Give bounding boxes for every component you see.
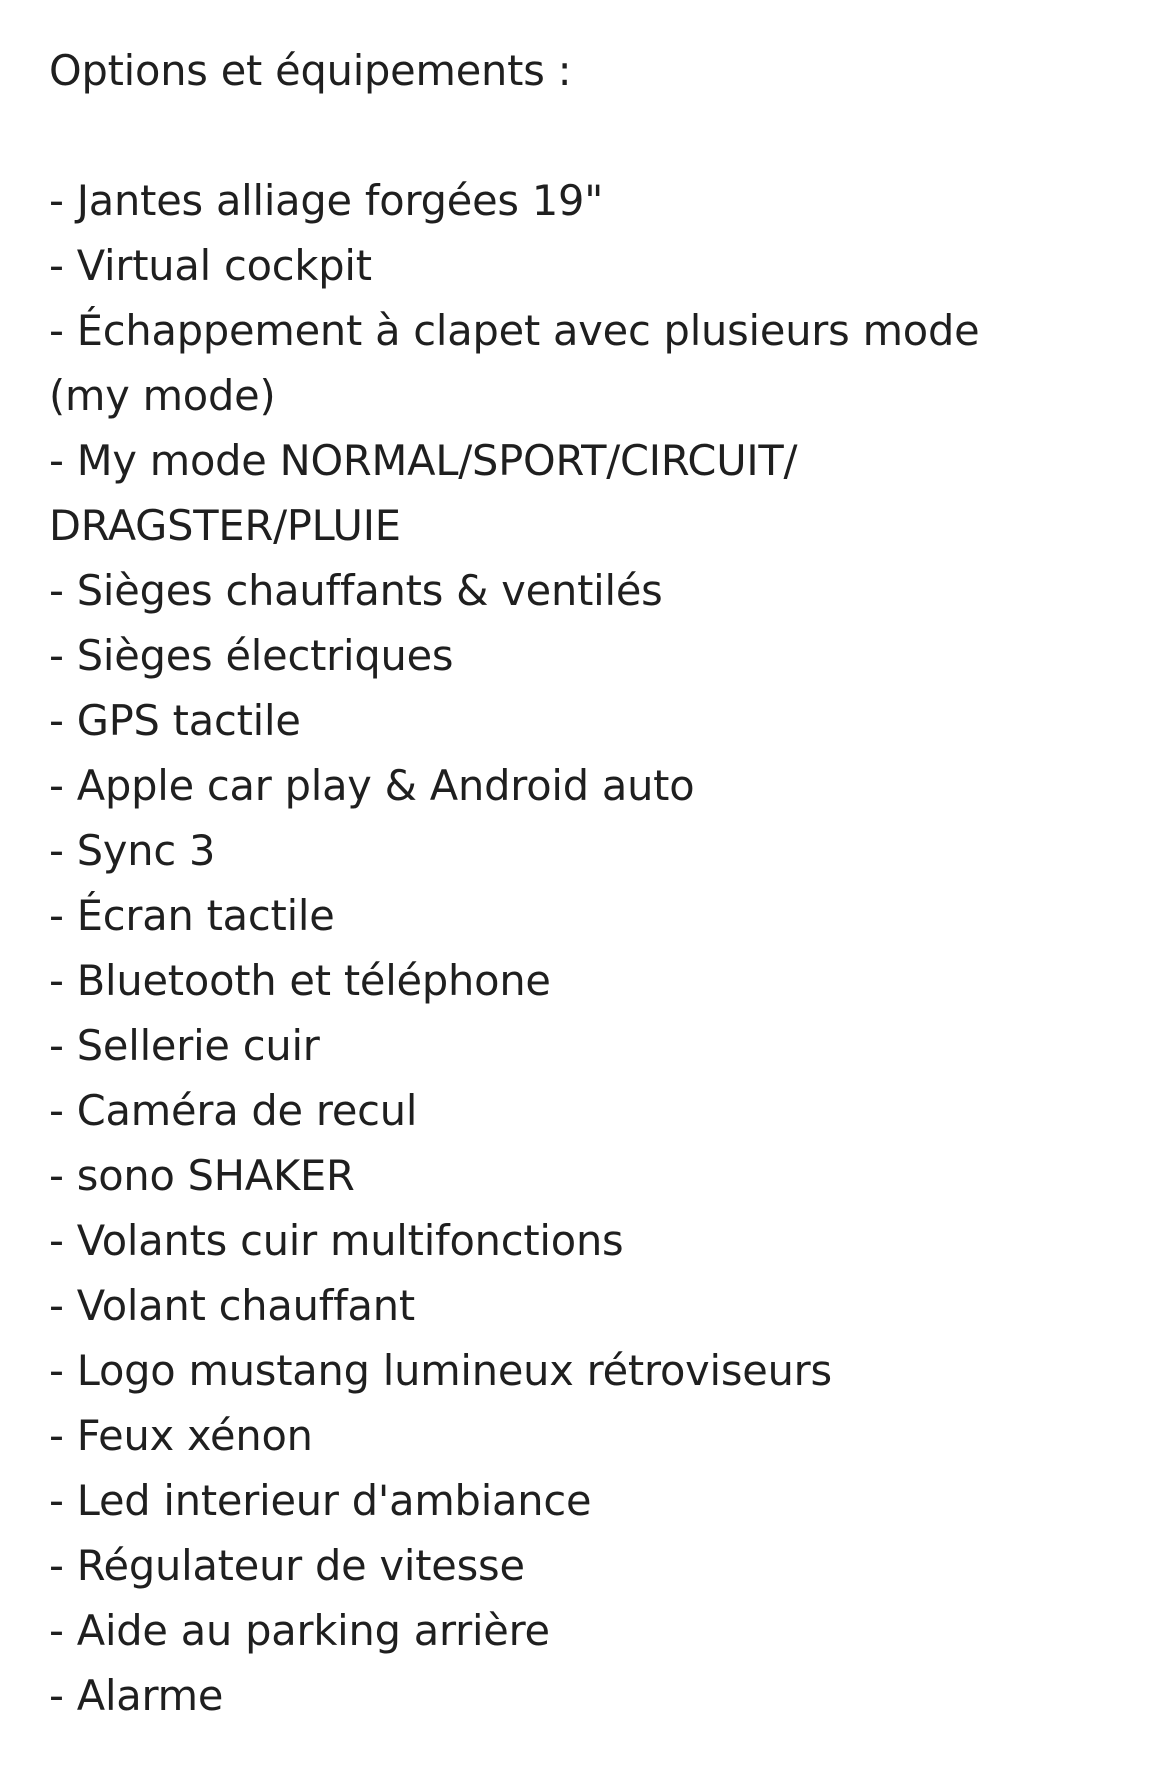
option-line: - Sync 3	[49, 826, 216, 875]
option-line-continuation: DRAGSTER/PLUIE	[49, 501, 401, 550]
option-line: - Volant chauffant	[49, 1281, 415, 1330]
option-line: - Échappement à clapet avec plusieurs mode	[49, 306, 980, 355]
option-line: - Écran tactile	[49, 891, 335, 940]
option-line: - Feux xénon	[49, 1411, 313, 1460]
option-line: - Sièges électriques	[49, 631, 454, 680]
option-line: - My mode NORMAL/SPORT/CIRCUIT/	[49, 436, 798, 485]
option-line: - Bluetooth et téléphone	[49, 956, 551, 1005]
options-text-block	[49, 38, 1129, 1728]
option-line: - Aide au parking arrière	[49, 1606, 550, 1655]
option-line: - Logo mustang lumineux rétroviseurs	[49, 1346, 832, 1395]
option-line: - Sellerie cuir	[49, 1021, 320, 1070]
option-line: - GPS tactile	[49, 696, 301, 745]
option-line: - Régulateur de vitesse	[49, 1541, 525, 1590]
option-line: - Sièges chauffants & ventilés	[49, 566, 663, 615]
option-line: - Volants cuir multifonctions	[49, 1216, 624, 1265]
option-line: - Caméra de recul	[49, 1086, 418, 1135]
option-line: - sono SHAKER	[49, 1151, 355, 1200]
option-line: - Virtual cockpit	[49, 241, 372, 290]
option-line: - Alarme	[49, 1671, 224, 1720]
option-line: - Led interieur d'ambiance	[49, 1476, 592, 1525]
option-line-continuation: (my mode)	[49, 371, 276, 420]
option-line: - Apple car play & Android auto	[49, 761, 695, 810]
blank-line	[49, 103, 1129, 168]
options-heading: Options et équipements :	[49, 46, 572, 95]
option-line: - Jantes alliage forgées 19"	[49, 176, 604, 225]
